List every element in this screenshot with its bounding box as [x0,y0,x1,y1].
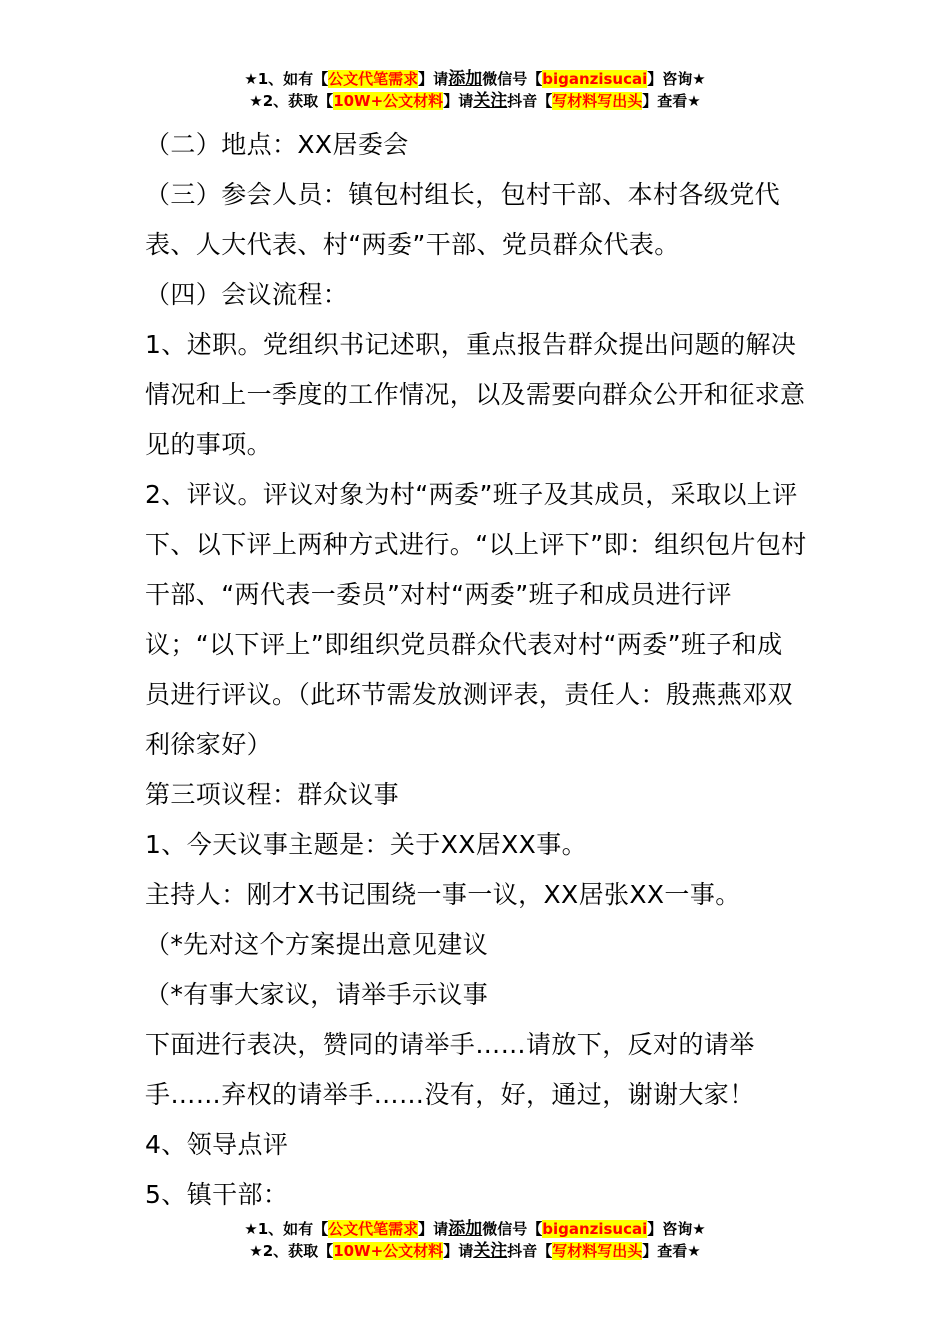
paragraph-host: 主持人：刚才X书记围绕一事一议，XX居张XX一事。 [145,880,741,909]
paragraph-attendees: （三）参会人员：镇包村组长，包村干部、本村各级党代表、人大代表、村“两委”干部、党员群众代表。 [145,180,781,259]
emphasis-follow: 关注 [473,1241,508,1261]
banner-text: 】请 [443,1242,474,1260]
banner-text: 】咨询★ [647,70,706,88]
paragraph-town-cadre: 5、镇干部： [145,1180,289,1209]
paragraph-topic: 1、今天议事主题是：关于XX居XX事。 [145,830,588,859]
emphasis-follow: 关注 [473,91,508,111]
banner-text: 】请 [418,70,449,88]
banner-text: 】请 [443,92,474,110]
paragraph-report: 1、述职。党组织书记述职，重点报告群众提出问题的解决情况和上一季度的工作情况，以及需要向群众公开和征求意见的事项。 [145,330,806,459]
banner-text: ★2、获取【 [249,1242,334,1260]
highlight-douyin-account: 写材料写出头 [552,1242,643,1260]
paragraph-discussion: （*有事大家议，请举手示议事 [145,980,489,1009]
banner-text: 微信号【 [482,70,543,88]
banner-text: 】咨询★ [647,1220,706,1238]
header-banner [0,68,950,112]
highlight-service: 公文代笔需求 [328,1220,419,1238]
emphasis-add: 添加 [448,69,483,89]
banner-text: 】查看★ [642,1242,701,1260]
footer-banner [0,1218,950,1262]
highlight-materials: 10W+公文材料 [333,92,444,110]
highlight-wechat-id: biganzisucai [542,70,648,88]
highlight-wechat-id: biganzisucai [542,1220,648,1238]
banner-text: ★1、如有【 [244,1220,329,1238]
highlight-service: 公文代笔需求 [328,70,419,88]
paragraph-agenda-item-3: 第三项议程：群众议事 [145,780,400,809]
banner-text: ★2、获取【 [249,92,334,110]
highlight-douyin-account: 写材料写出头 [552,92,643,110]
banner-line-2 [0,1240,950,1262]
paragraph-leader-comment: 4、领导点评 [145,1130,289,1159]
banner-text: 】请 [418,1220,449,1238]
highlight-materials: 10W+公文材料 [333,1242,444,1260]
banner-text: 抖音【 [507,92,553,110]
banner-text: 微信号【 [482,1220,543,1238]
paragraph-meeting-process: （四）会议流程： [145,280,349,309]
banner-line-2 [0,90,950,112]
paragraph-evaluation: 2、评议。评议对象为村“两委”班子及其成员，采取以上评下、以下评上两种方式进行。“以上评下”即：组织包片包村干部、“两代表一委员”对村“两委”班子和成员进行评议；“以下评上”即组织党员群众代表对村“两委”班子和成员进行评议。（此环节需发放测评表，责任人：殷燕燕邓双利徐家好） [145,480,807,759]
banner-text: 抖音【 [507,1242,553,1260]
banner-text: ★1、如有【 [244,70,329,88]
paragraph-suggestions: （*先对这个方案提出意见建议 [145,930,489,959]
banner-line-1 [0,1218,950,1240]
banner-line-1 [0,68,950,90]
paragraph-vote: 下面进行表决，赞同的请举手……请放下，反对的请举手……弃权的请举手……没有，好，通过，谢谢大家！ [145,1030,755,1109]
paragraph-location: （二）地点：XX居委会 [145,130,409,159]
emphasis-add: 添加 [448,1219,483,1239]
document-body [145,120,807,1220]
banner-text: 】查看★ [642,92,701,110]
